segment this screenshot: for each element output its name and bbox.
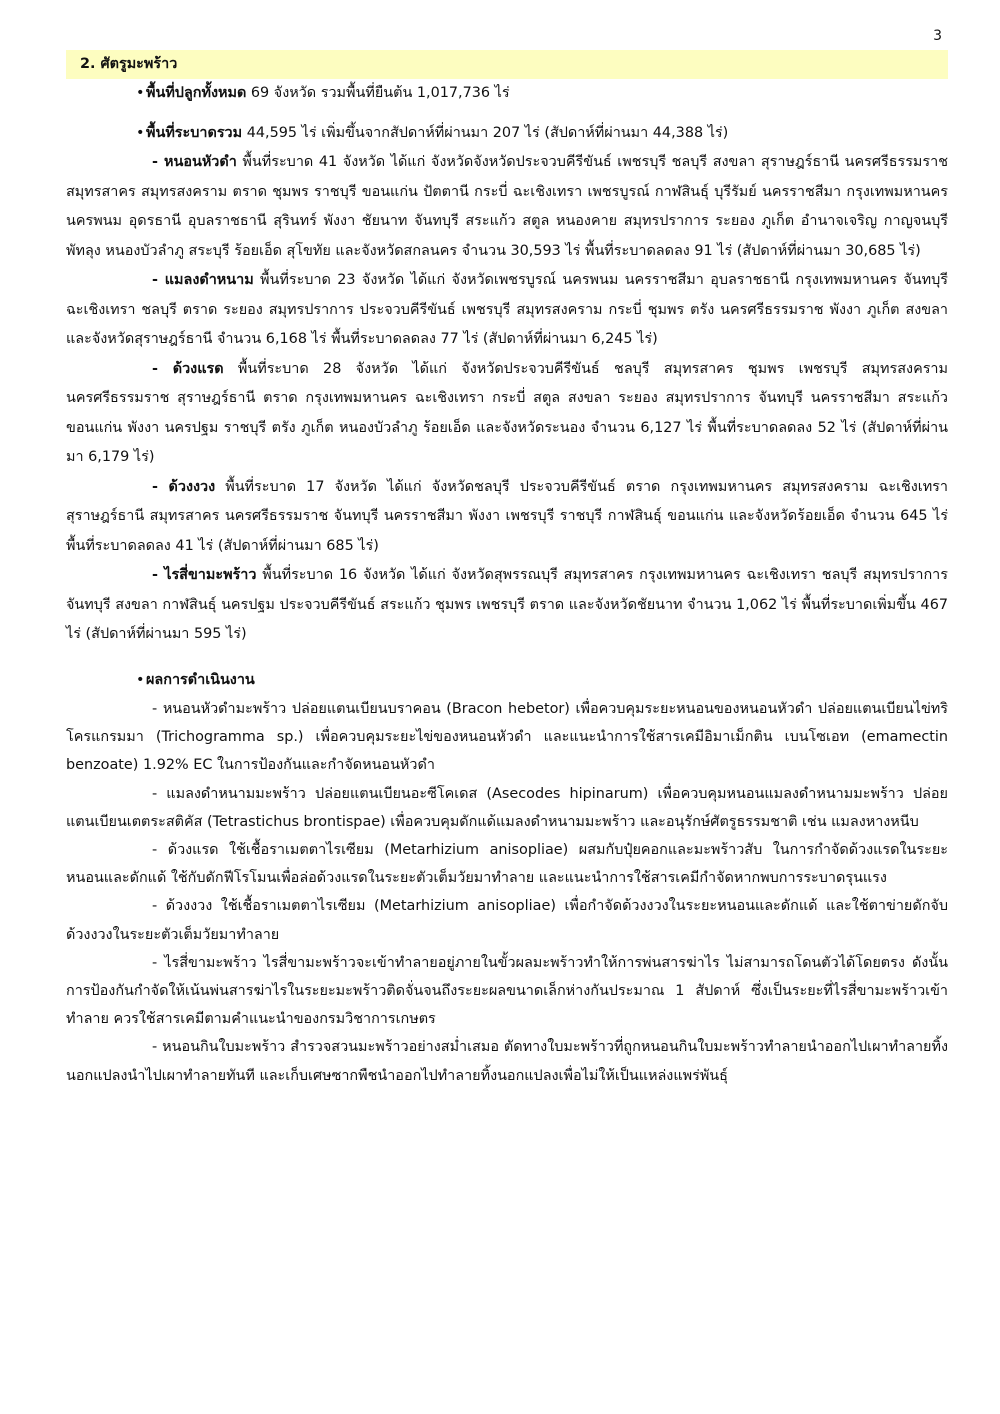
pest-text: พื้นที่ระบาด 28 จังหวัด ได้แก่ จังหวัดประจวบคีรีขันธ์ ชลบุรี สมุทรสาคร ชุมพร เพชรบุรี สมุทรสงคราม นครศรีธรรมราช สุราษฎร์ธานี ตราด กรุงเทพมหานคร ฉะเชิงเทรา กระบี่ สตูล สงขลา ระยอง สมุทรปราการ จันทบุรี นครราชสีมา สระแก้ว ขอนแก่น พังงา นครปฐม ราชบุรี ตรัง ภูเก็ต หนองบัวลำภู ร้อยเอ็ด และจังหวัดระนอง จำนวน 6,127 ไร่ พื้นที่ระบาดลดลง 52 ไร่ (สัปดาห์ที่ผ่านมา 6,179 ไร่): [66, 360, 948, 465]
pest-text: พื้นที่ระบาด 17 จังหวัด ได้แก่ จังหวัดชลบุรี ประจวบคีรีขันธ์ ตราด กรุงเทพมหานคร สมุทรสงคราม ฉะเชิงเทรา สุราษฎร์ธานี สมุทรสาคร นครศรีธรรมราช จันทบุรี นครราชสีมา พังงา เพชรบุรี ราชบุรี กาฬสินธุ์ ขอนแก่น และจังหวัดร้อยเอ็ด จำนวน 645 ไร่ พื้นที่ระบาดลดลง 41 ไร่ (สัปดาห์ที่ผ่านมา 685 ไร่): [66, 478, 948, 554]
pest-paragraph-black-headed-caterpillar: [66, 148, 948, 266]
outbreak-total-line: [66, 119, 948, 149]
pest-paragraph-coconut-mite: [66, 561, 948, 650]
result-item: - หนอนกินใบมะพร้าว สำรวจสวนมะพร้าวอย่างสม่ำเสมอ ตัดทางใบมะพร้าวที่ถูกหนอนกินใบมะพร้าวทำลายนำออกไปเผาทำลายทิ้งนอกแปลงนำไปเผาทำลายทันที และเก็บเศษซากพืชนำออกไปทำลายทิ้งนอกแปลงเพื่อไม่ให้เป็นแหล่งแพร่พันธุ์: [66, 1039, 948, 1084]
pest-name: - ด้วงงวง: [152, 478, 216, 495]
outbreak-total-text: 44,595 ไร่ เพิ่มขึ้นจากสัปดาห์ที่ผ่านมา 207 ไร่ (สัปดาห์ที่ผ่านมา 44,388 ไร่): [242, 124, 729, 141]
result-item: - ด้วงงวง ใช้เชื้อราเมตตาไรเซียม (Metarhizium anisopliae) เพื่อกำจัดด้วงงวงในระยะหนอนและดักแด้ และใช้ตาข่ายดักจับด้วงงวงในระยะตัวเต็มวัยมาทำลาย: [66, 898, 948, 943]
pest-name: - ด้วงแรด: [152, 360, 224, 377]
bullet-icon: •: [136, 85, 145, 101]
pest-paragraph-red-palm-weevil: [66, 473, 948, 562]
pest-name: - แมลงดำหนาม: [152, 272, 254, 288]
total-area-text: 69 จังหวัด รวมพื้นที่ยืนต้น 1,017,736 ไร่: [246, 85, 510, 101]
bullet-icon: •: [136, 671, 145, 688]
pest-paragraph-rhinoceros-beetle: [66, 355, 948, 473]
pest-text: พื้นที่ระบาด 16 จังหวัด ได้แก่ จังหวัดสุพรรณบุรี สมุทรสาคร กรุงเทพมหานคร ฉะเชิงเทรา ชลบุรี สมุทรปราการ จันทบุรี สงขลา กาฬสินธุ์ นครปฐม ประจวบคีรีขันธ์ สระแก้ว ชุมพร เพชรบุรี ตราด และจังหวัดชัยนาท จำนวน 1,062 ไร่ พื้นที่ระบาดเพิ่มขึ้น 467 ไร่ (สัปดาห์ที่ผ่านมา 595 ไร่): [66, 567, 948, 642]
pest-paragraph-coconut-hispine-beetle: [66, 266, 948, 355]
pest-name: - หนอนหัวดำ: [152, 154, 237, 170]
pest-text: พื้นที่ระบาด 41 จังหวัด ได้แก่ จังหวัดจังหวัดประจวบคีรีขันธ์ เพชรบุรี ชลบุรี สงขลา สุราษฎร์ธานี นครศรีธรรมราช สมุทรสาคร สมุทรสงคราม ตราด ชุมพร ราชบุรี ขอนแก่น ปัตตานี กระบี่ ฉะเชิงเทรา เพชรบูรณ์ กาฬสินธุ์ บุรีรัมย์ นครราชสีมา กรุงเทพมหานคร นครพนม อุดรธานี อุบลราชธานี สุรินทร์ พังงา ชัยนาท จันทบุรี สระแก้ว สตูล หนองคาย สมุทรปราการ ระยอง ภูเก็ต อำนาจเจริญ กาญจนบุรี พัทลุง หนองบัวลำภู สระบุรี ร้อยเอ็ด สุโขทัย และจังหวัดสกลนคร จำนวน 30,593 ไร่ พื้นที่ระบาดลดลง 91 ไร่ (สัปดาห์ที่ผ่านมา 30,685 ไร่): [66, 154, 949, 259]
result-item: - ด้วงแรด ใช้เชื้อราเมตตาไรเซียม (Metarhizium anisopliae) ผสมกับปุ๋ยคอกและมะพร้าวสับ ในการกำจัดด้วงแรดในระยะหนอนและดักแด้ ใช้กับดักฟีโรโมนเพื่อล่อด้วงแรดในระยะตัวเต็มวัยมาทำลาย และแนะนำการใช้สารเคมีกำจัดหากพบการระบาดรุนแรง: [66, 842, 948, 887]
section-title: 2. ศัตรูมะพร้าว: [66, 50, 948, 79]
pest-name: - ไรสี่ขามะพร้าว: [152, 567, 257, 583]
results-header: [66, 666, 948, 696]
total-area-label: พื้นที่ปลูกทั้งหมด: [146, 85, 247, 101]
result-item: - หนอนหัวดำมะพร้าว ปล่อยแตนเบียนบราคอน (Bracon hebetor) เพื่อควบคุมระยะหนอนของหนอนหัวดำ ปล่อยแตนเบียนไข่ทริโครแกรมมา (Trichogramma sp.) เพื่อควบคุมระยะไข่ของหนอนหัวดำ และแนะนำการใช้สารเคมีอิมาเม็กติน เบนโซเอท (emamectin benzoate) 1.92% EC ในการป้องกันและกำจัดหนอนหัวดำ: [66, 701, 948, 774]
pest-text: พื้นที่ระบาด 23 จังหวัด ได้แก่ จังหวัดเพชรบูรณ์ นครพนม นครราชสีมา อุบลราชธานี กรุงเทพมหานคร จันทบุรี ฉะเชิงเทรา ชลบุรี ตราด ระยอง สมุทรปราการ ประจวบคีรีขันธ์ เพชรบุรี สมุทรสงคราม กระบี่ ชุมพร ตรัง นครศรีธรรมราช พังงา ภูเก็ต สงขลา และจังหวัดสุราษฎร์ธานี จำนวน 6,168 ไร่ พื้นที่ระบาดลดลง 77 ไร่ (สัปดาห์ที่ผ่านมา 6,245 ไร่): [66, 272, 948, 347]
page-number: 3: [933, 28, 942, 44]
bullet-icon: •: [136, 124, 145, 141]
outbreak-total-label: พื้นที่ระบาดรวม: [146, 124, 243, 141]
results-label: ผลการดำเนินงาน: [146, 671, 255, 688]
total-area-line: [66, 79, 948, 109]
result-item: - แมลงดำหนามมะพร้าว ปล่อยแตนเบียนอะซีโคเดส (Asecodes hipinarum) เพื่อควบคุมหนอนแมลงดำหนามมะพร้าว ปล่อยแตนเบียนเตตระสติคัส (Tetrastichus brontispae) เพื่อควบคุมดักแด้แมลงดำหนามมะพร้าว และอนุรักษ์ศัตรูธรรมชาติ เช่น แมลงหางหนีบ: [66, 785, 948, 830]
result-item: - ไรสี่ขามะพร้าว ไรสี่ขามะพร้าวจะเข้าทำลายอยู่ภายในขั้วผลมะพร้าวทำให้การพ่นสารฆ่าไร ไม่สามารถโดนตัวได้โดยตรง ดังนั้นการป้องกันกำจัดให้เน้นพ่นสารฆ่าไรในระยะมะพร้าวติดจั่นจนถึงระยะผลขนาดเล็กห่างกันประมาณ 1 สัปดาห์ ซึ่งเป็นระยะที่ไรสี่ขามะพร้าวเข้าทำลาย ควรใช้สารเคมีตามคำแนะนำของกรมวิชาการเกษตร: [66, 954, 948, 1028]
document-body: [66, 50, 948, 1090]
